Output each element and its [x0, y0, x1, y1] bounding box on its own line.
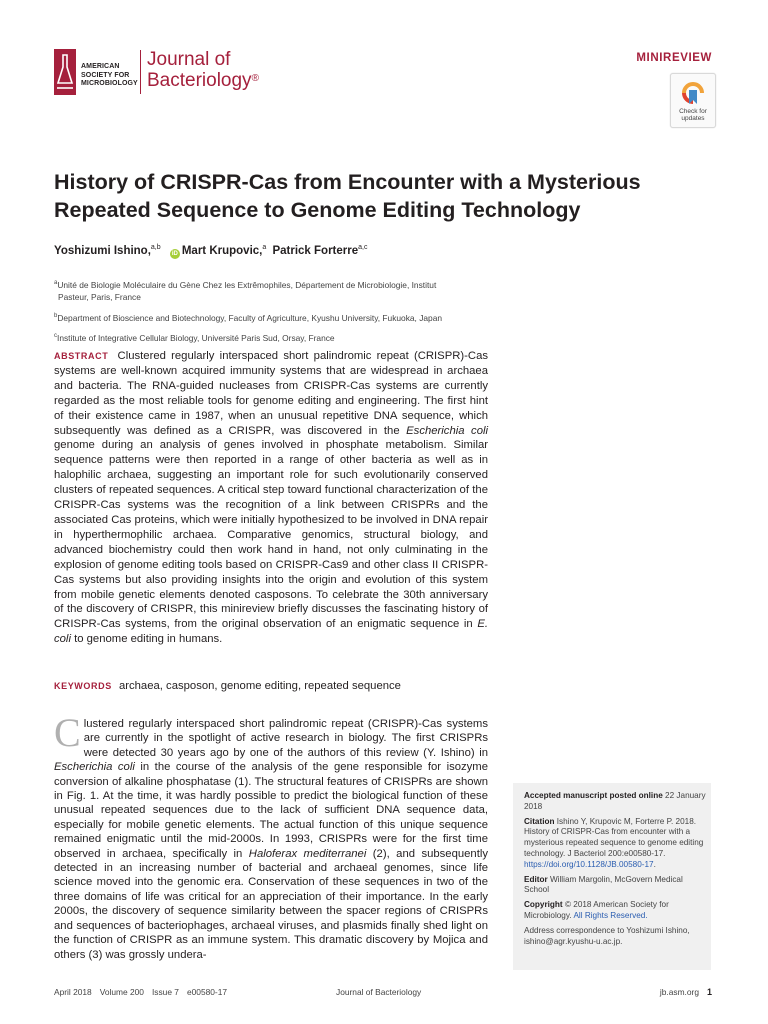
article-title: History of CRISPR-Cas from Encounter with a Mysterious Repeated Sequence to Genome Editing Technology [54, 170, 641, 222]
accepted-info: Accepted manuscript posted online 22 January 2018 [524, 791, 706, 811]
abstract-label: ABSTRACT [54, 351, 109, 361]
keywords [54, 680, 488, 692]
keywords-label: KEYWORDS [54, 681, 112, 691]
editor-info: Editor William Margolin, McGovern Medical School [524, 874, 683, 895]
affiliations [54, 277, 494, 350]
keywords-text: archaea, casposon, genome editing, repeated sequence [118, 680, 401, 692]
footer-site [660, 987, 712, 997]
site-link[interactable]: jb.asm.org [659, 987, 699, 997]
journal-logo[interactable] [54, 47, 259, 102]
section-label: MINIREVIEW [636, 52, 712, 64]
author-list: Yoshizumi Ishino,$^{a,b}$ iD Mart Krupovic,$^a$ Patrick Forterre$^{a,c}$ [54, 244, 368, 257]
copyright-info: Copyright © 2018 American Society for Microbiology. All Rights Reserved. [524, 900, 669, 920]
author-name[interactable]: Patrick Forterre [272, 244, 359, 257]
article-info-box [513, 783, 711, 970]
affiliation-item: $^a$Unité de Biologie Moléculaire du Gène Chez les Extrêmophiles, Département de Microbiologie, Institut Pasteur, Paris, France [54, 279, 437, 303]
rights-link[interactable]: All Rights Reserved. [573, 910, 648, 920]
drop-cap: C [54, 710, 81, 755]
check-for-updates-label: Check for updates [679, 108, 707, 122]
page-number: 1 [706, 987, 712, 997]
footer-journal: Journal of Bacteriology [336, 987, 422, 997]
citation-info: Citation Ishino Y, Krupovic M, Forterre P. 2018. History of CRISPR-Cas from encounter with a mysterious repeated sequence to genome editing technology. J Bacteriol 200:e00580-17. https://doi.org/10.1128/JB.00580-17. [524, 816, 704, 869]
asm-flask-icon [54, 49, 76, 95]
correspondence-info: Address correspondence to Yoshizumi Ishino, ishino@agr.kyushu-u.ac.jp. [524, 925, 690, 946]
author-name[interactable]: Yoshizumi Ishino, [54, 244, 151, 257]
bookmark-ribbon-icon [681, 81, 705, 107]
logo-divider [140, 50, 141, 94]
doi-link[interactable]: https://doi.org/10.1128/JB.00580-17 [524, 859, 654, 869]
affiliation-item: $^b$Department of Bioscience and Biotechnology, Faculty of Agriculture, Kyushu University, Fukuoka, Japan [54, 312, 443, 323]
body-paragraph: C lustered regularly interspaced short palindromic repeat (CRISPR)-Cas systems are currently in the spotlight of active research in biology. The first CRISPRs were detected 30 years ago by one of the authors of this review (Y. Ishino) in Escherichia coli in the course of the analysis of the gene responsible for isozyme conversion of alkaline phosphatase (1). The structural features of CRISPRs are shown in Fig. 1. At the time, it was hardly possible to predict the biological function of these unusual repeated sequences due to the lack of sufficient DNA sequence data, especially for mobile genetic elements. The actual function of this unique sequence remained enigmatic until the mid-2000s. In 1993, CRISPRs were for the first time observed in archaea, specifically in Haloferax mediterranei (2), and subsequently detected in an increasing number of bacterial and archaeal genomes, since life science moved into the genomic era. Conservation of these sequences in two of the three domains of life was critical for an appreciation of their importance. In the early 2000s, the discovery of sequence similarity between the spacer regions of CRISPRs and sequences of bacteriophages, archaeal viruses, and plasmids finally shed light on the function of CRISPR as an immune system. This dramatic discovery by Mojica and others (3) was grossly undera- [54, 710, 489, 961]
affiliation-item: $^c$Institute of Integrative Cellular Biology, Université Paris Sud, Orsay, France [54, 332, 335, 343]
check-for-updates-badge[interactable] [670, 73, 716, 128]
orcid-icon[interactable]: iD [171, 250, 178, 257]
society-name: AMERICAN SOCIETY FOR MICROBIOLOGY [81, 63, 138, 88]
footer-issue-info: April 2018 Volume 200 Issue 7 e00580-17 [54, 987, 228, 997]
author-name[interactable]: Mart Krupovic, [181, 244, 263, 257]
abstract: ABSTRACT Clustered regularly interspaced short palindromic repeat (CRISPR)-Cas systems are well-known acquired immunity systems that are widespread in archaea and bacteria. The RNA-guided nucleases from CRISPR-Cas systems are currently regarded as the most reliable tools for genome editing and engineering. The first hint of their existence came in 1987, when an unusual repetitive DNA sequence, which subsequently was defined as a CRISPR, was discovered in the Escherichia coli genome during an analysis of genes involved in phosphate metabolism. Similar sequence patterns were then reported in a range of other bacteria as well as in halophilic archaea, suggesting an important role for such evolutionarily conserved clusters of repeated sequences. A critical step toward functional characterization of the CRISPR-Cas systems was the recognition of a link between CRISPRs and the associated Cas proteins, which were initially hypothesized to be involved in DNA repair in hyperthermophilic archaea. Comparative genomics, structural biology, and advanced biochemistry could then work hand in hand, not only culminating in the explosion of genome editing tools based on CRISPR-Cas9 and other class II CRISPR-Cas systems but also providing insights into the origin and evolution of this system from mobile genetic elements denoted casposons. To celebrate the 30th anniversary of the discovery of CRISPR, this minireview briefly discusses the fascinating history of CRISPR-Cas systems, from the original observation of an enigmatic sequence in E. coli to genome editing in humans. [54, 350, 489, 646]
journal-name: Journal of Bacteriology® [147, 49, 259, 91]
